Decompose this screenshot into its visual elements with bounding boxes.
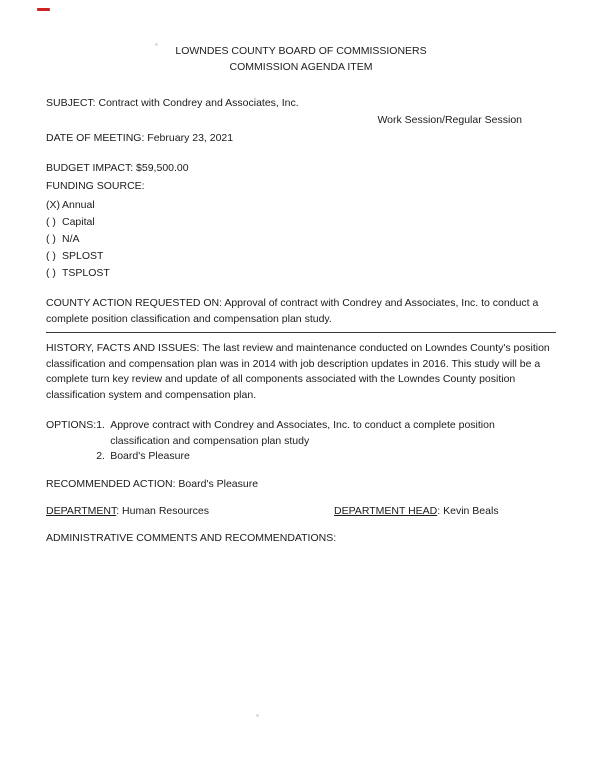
- department-label: DEPARTMENT: [46, 504, 117, 517]
- funding-source-label: FUNDING SOURCE:: [46, 179, 145, 192]
- department-field: [46, 505, 334, 517]
- scan-speck-top: [155, 43, 158, 46]
- funding-option-label: Capital: [62, 216, 95, 229]
- checkbox-splost-unchecked: ( ): [46, 250, 56, 263]
- options-section: [46, 418, 556, 465]
- scan-speck-bottom: [256, 714, 259, 717]
- department-head-label: DEPARTMENT HEAD: [334, 504, 438, 517]
- funding-option-splost: [46, 248, 556, 265]
- funding-option-capital: [46, 214, 556, 231]
- checkbox-tsplost-unchecked: ( ): [46, 267, 56, 280]
- funding-option-annual: [46, 197, 556, 214]
- options-label: OPTIONS:: [46, 418, 97, 431]
- funding-source-list: [46, 197, 556, 282]
- funding-option-label: N/A: [62, 233, 80, 246]
- history-facts-issues-paragraph: HISTORY, FACTS AND ISSUES: The last review and maintenance conducted on Lowndes County's position classification and compensation plan was in 2014 with job description updates in 2016. This study will be a complete turn key review and update of all components associated with the Lowndes County position classification system and compensation plan.: [46, 341, 550, 401]
- administrative-comments-line: ADMINISTRATIVE COMMENTS AND RECOMMENDATIONS:: [46, 531, 337, 544]
- checkbox-capital-unchecked: ( ): [46, 216, 56, 229]
- option-1-number: 1.: [96, 418, 105, 431]
- options-list: [96, 418, 548, 465]
- department-head-field: [334, 505, 499, 517]
- option-2-text: Board's Pleasure: [110, 450, 190, 463]
- department-row: [46, 505, 556, 517]
- session-type-line: Work Session/Regular Session: [377, 114, 522, 127]
- option-item-1: [96, 418, 548, 450]
- county-action-requested-paragraph: COUNTY ACTION REQUESTED ON: Approval of contract with Condrey and Associates, Inc. to conduct a complete position classification and compensation plan study.: [46, 296, 556, 333]
- option-1-text: Approve contract with Condrey and Associates, Inc. to conduct a complete position classification and compensation plan study: [110, 418, 495, 447]
- date-of-meeting-line: DATE OF MEETING: February 23, 2021: [46, 132, 234, 144]
- checkbox-na-unchecked: ( ): [46, 233, 56, 246]
- recommended-action-line: RECOMMENDED ACTION: Board's Pleasure: [46, 478, 259, 490]
- funding-option-label: Annual: [62, 199, 95, 212]
- funding-option-na: [46, 231, 556, 248]
- header-line-2: COMMISSION AGENDA ITEM: [229, 60, 373, 73]
- option-2-number: 2.: [96, 450, 105, 463]
- checkbox-annual-checked: (X): [46, 199, 60, 212]
- department-value: : Human Resources: [116, 504, 210, 517]
- header-line-1: LOWNDES COUNTY BOARD OF COMMISSIONERS: [175, 45, 427, 57]
- funding-option-label: TSPLOST: [62, 267, 110, 280]
- option-item-2: [96, 449, 548, 465]
- funding-option-tsplost: [46, 265, 556, 282]
- department-head-value: : Kevin Beals: [437, 504, 499, 517]
- subject-line: SUBJECT: Contract with Condrey and Associates, Inc.: [46, 96, 299, 109]
- budget-impact-line: BUDGET IMPACT: $59,500.00: [46, 161, 189, 174]
- funding-option-label: SPLOST: [62, 250, 104, 263]
- document-header: [46, 44, 556, 76]
- red-pen-mark: [37, 8, 50, 11]
